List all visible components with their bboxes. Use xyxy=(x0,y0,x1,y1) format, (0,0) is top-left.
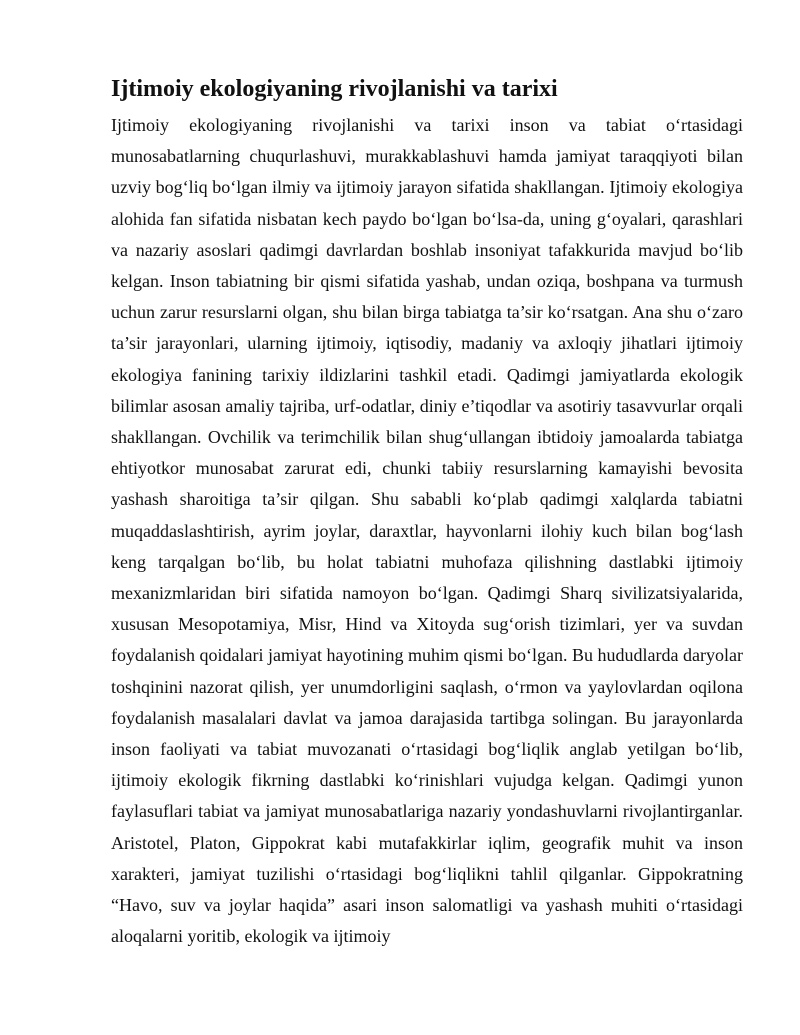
document-content xyxy=(111,72,743,952)
page-title: Ijtimoiy ekologiyaning rivojlanishi va tarixi xyxy=(111,76,558,102)
body-paragraph: Ijtimoiy ekologiyaning rivojlanishi va tarixi inson va tabiat o‘rtasidagi munosabatlarning chuqurlashuvi, murakkablashuvi hamda jamiyat taraqqiyoti bilan uzviy bog‘liq bo‘lgan ilmiy va ijtimoiy jarayon sifatida shakllangan. Ijtimoiy ekologiya alohida fan sifatida nisbatan kech paydo bo‘lgan bo‘lsa-da, uning g‘oyalari, qarashlari va nazariy asoslari qadimgi davrlardan boshlab insoniyat tafakkurida mavjud bo‘lib kelgan. Inson tabiatning bir qismi sifatida yashab, undan oziqa, boshpana va turmush uchun zarur resurslarni olgan, shu bilan birga tabiatga ta’sir ko‘rsatgan. Ana shu o‘zaro ta’sir jarayonlari, ularning ijtimoiy, iqtisodiy, madaniy va axloqiy jihatlari ijtimoiy ekologiya fanining tarixiy ildizlarini tashkil etadi. Qadimgi jamiyatlarda ekologik bilimlar asosan amaliy tajriba, urf-odatlar, diniy e’tiqodlar va asotiriy tasavvurlar orqali shakllangan. Ovchilik va terimchilik bilan shug‘ullangan ibtidoiy jamoalarda tabiatga ehtiyotkor munosabat zarurat edi, chunki tabiiy resurslarning kamayishi bevosita yashash sharoitiga ta’sir qilgan. Shu sababli ko‘plab qadimgi xalqlarda tabiatni muqaddaslashtirish, ayrim joylar, daraxtlar, hayvonlarni ilohiy kuch bilan bog‘lash keng tarqalgan bo‘lib, bu holat tabiatni muhofaza qilishning dastlabki ijtimoiy mexanizmlaridan biri sifatida namoyon bo‘lgan. Qadimgi Sharq sivilizatsiyalarida, xususan Mesopotamiya, Misr, Hind va Xitoyda sug‘orish tizimlari, yer va suvdan foydalanish qoidalari jamiyat hayotining muhim qismi bo‘lgan. Bu hududlarda daryolar toshqinini nazorat qilish, yer unumdorligini saqlash, o‘rmon va yaylovlardan oqilona foydalanish masalalari davlat va jamoa darajasida tartibga solingan. Bu jarayonlarda inson faoliyati va tabiat muvozanati o‘rtasidagi bog‘liqlik anglab yetilgan bo‘lib, ijtimoiy ekologik fikrning dastlabki ko‘rinishlari vujudga kelgan. Qadimgi yunon faylasuflari tabiat va jamiyat munosabatlariga nazariy yondashuvlarni rivojlantirganlar. Aristotel, Platon, Gippokrat kabi mutafakkirlar iqlim, geografik muhit va inson xarakteri, jamiyat tuzilishi o‘rtasidagi bog‘liqlikni tahlil qilganlar. Gippokratning “Havo, suv va joylar haqida” asari inson salomatligi va yashash muhiti o‘rtasidagi aloqalarni yoritib, ekologik va ijtimoiy xyxy=(111,115,743,947)
